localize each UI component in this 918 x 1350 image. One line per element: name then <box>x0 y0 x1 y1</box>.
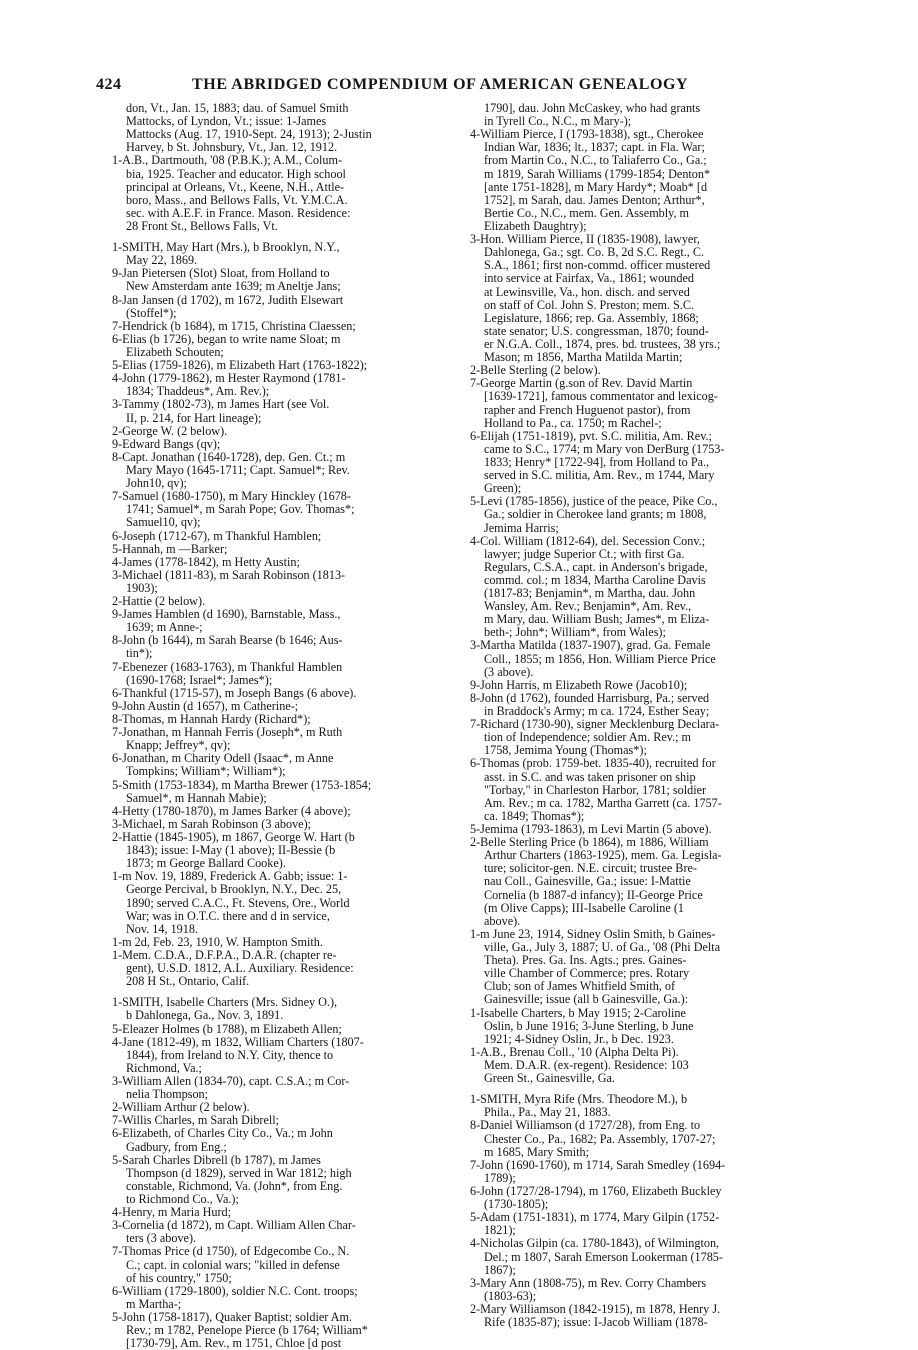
text-line: 1844), from Ireland to N.Y. City, thence to <box>126 1048 334 1062</box>
text-line: Green); <box>484 482 522 496</box>
text-line: 1867); <box>484 1263 516 1277</box>
text-line: 1-SMITH, May Hart (Mrs.), b Brooklyn, N.Y., <box>112 241 340 255</box>
text-line: S.A., 1861; first non-commd. officer mustered <box>484 259 711 273</box>
text-line: Dahlonega, Ga.; sgt. Co. B, 2d S.C. Regt., C. <box>484 246 705 260</box>
text-line: (3 above). <box>484 665 534 679</box>
text-line: 1-SMITH, Isabelle Charters (Mrs. Sidney O.), <box>112 996 338 1010</box>
text-line: 5-Smith (1753-1834), m Martha Brewer (1753-1854; <box>112 778 372 792</box>
text-line: Wansley, Am. Rev.; Benjamin*, Am. Rev., <box>484 600 692 614</box>
text-line: 8-Jan Jansen (d 1702), m 1672, Judith Elsewart <box>112 293 344 307</box>
text-line: boro, Mass., and Bellows Falls, Vt. Y.M.C.A. <box>126 193 348 207</box>
text-line: ture; solicitor-gen. N.E. circuit; trustee Bre- <box>484 862 697 876</box>
text-line: 8-John (b 1644), m Sarah Bearse (b 1646; Aus- <box>112 634 343 648</box>
text-line: 1834; Thaddeus*, Am. Rev.); <box>126 385 270 399</box>
text-line: 6-Joseph (1712-67), m Thankful Hamblen; <box>112 529 322 543</box>
text-line: (1730-1805); <box>484 1198 549 1212</box>
text-line: from Martin Co., N.C., to Taliaferro Co., Ga.; <box>484 154 707 168</box>
text-line: ters (3 above). <box>126 1232 197 1246</box>
text-line: Thompson (d 1829), served in War 1812; high <box>126 1166 352 1180</box>
text-line: 1752], m Sarah, dau. James Denton; Arthur*, <box>484 193 705 207</box>
text-line: Regulars, C.S.A., capt. in Anderson's brigade, <box>484 560 708 574</box>
text-line: War; was in O.T.C. there and d in service, <box>126 909 330 923</box>
text-line: 1741; Samuel*, m Sarah Pope; Gov. Thomas*; <box>126 503 355 517</box>
text-line: Tompkins; William*; William*); <box>126 765 286 779</box>
text-line: II, p. 214, for Hart lineage); <box>126 411 262 425</box>
text-line: Mary Mayo (1645-1711; Capt. Samuel*; Rev. <box>126 463 350 477</box>
text-line: 5-Elias (1759-1826), m Elizabeth Hart (1763-1822); <box>112 359 368 373</box>
text-line: 1790], dau. John McCaskey, who had grants <box>484 102 701 115</box>
text-line: 1890; served C.A.C., Ft. Stevens, Ore., World <box>126 896 350 910</box>
text-line: 1-Isabelle Charters, b May 1915; 2-Caroline <box>470 1006 686 1020</box>
text-line: 1833; Henry* [1722-94], from Holland to Pa., <box>484 455 710 469</box>
text-line: in Tyrell Co., N.C., m Mary-); <box>484 115 632 129</box>
text-line: 7-John (1690-1760), m 1714, Sarah Smedley (1694- <box>470 1158 726 1172</box>
text-line: 7-Willis Charles, m Sarah Dibrell; <box>112 1114 280 1128</box>
text-line: 6-Thankful (1715-57), m Joseph Bangs (6 above). <box>112 686 357 700</box>
text-line: on staff of Col. John S. Preston; mem. S.C. <box>484 298 695 312</box>
text-line: Legislature, 1866; rep. Ga. Assembly, 1868; <box>484 311 699 325</box>
text-line: rapher and French Huguenot pastor), from <box>484 403 691 417</box>
text-line: 2-George W. (2 below). <box>112 424 228 438</box>
text-line: Samuel*, m Hannah Mabie); <box>126 791 267 805</box>
text-line: 6-Elias (b 1726), began to write name Sloat; m <box>112 332 341 346</box>
text-line: 1821); <box>484 1224 516 1238</box>
text-line: 1-m June 23, 1914, Sidney Oslin Smith, b Gaines- <box>470 927 716 941</box>
text-line: 9-Jan Pietersen (Slot) Sloat, from Holland to <box>112 267 330 281</box>
text-line: Club; son of James Whitfield Smith, of <box>484 980 676 994</box>
text-line: bia, 1925. Teacher and educator. High school <box>126 167 346 181</box>
text-line: Indian War, 1836; lt., 1837; capt. in Fla. War; <box>484 141 705 155</box>
text-line: (1817-83; Benjamin*, m Martha, dau. John <box>484 587 696 601</box>
text-line: Del.; m 1807, Sarah Emerson Lookerman (1785- <box>484 1250 723 1264</box>
text-line: 7-Samuel (1680-1750), m Mary Hinckley (1678- <box>112 490 351 504</box>
text-line: May 22, 1869. <box>126 254 198 268</box>
text-line: 5-Hannah, m —Barker; <box>112 542 228 556</box>
text-line: 7-Ebenezer (1683-1763), m Thankful Hamblen <box>112 660 343 674</box>
text-line: came to S.C., 1774; m Mary von DerBurg (1753- <box>484 442 725 456</box>
text-line: Arthur Charters (1863-1925), mem. Ga. Legisla- <box>484 849 722 863</box>
text-line: Samuel10, qv); <box>126 516 201 530</box>
text-line: 1-m Nov. 19, 1889, Frederick A. Gabb; issue: 1- <box>112 870 348 884</box>
text-line: m Martha-; <box>126 1297 182 1311</box>
text-line: 1-A.B., Dartmouth, '08 (P.B.K.); A.M., Colum- <box>112 154 343 168</box>
text-line: nau Coll., Gainesville, Ga.; issue: I-Mattie <box>484 875 691 889</box>
text-line: 4-Col. William (1812-64), del. Secession Conv.; <box>470 534 706 548</box>
text-line: 9-James Hamblen (d 1690), Barnstable, Mass., <box>112 608 341 622</box>
text-line: 7-Thomas Price (d 1750), of Edgecombe Co., N. <box>112 1245 350 1259</box>
text-line: 4-Jane (1812-49), m 1832, William Charters (1807- <box>112 1035 364 1049</box>
text-line: Jemima Harris; <box>484 521 559 535</box>
text-line: ca. 1849; Thomas*); <box>484 809 585 823</box>
text-line: Mattocks (Aug. 17, 1910-Sept. 24, 1913); 2-Justin <box>126 128 372 142</box>
text-line: 1921; 4-Sidney Oslin, Jr., b Dec. 1923. <box>484 1032 674 1046</box>
text-line: 5-Jemima (1793-1863), m Levi Martin (5 above). <box>470 823 712 837</box>
text-line: Holland to Pa., ca. 1750; m Rachel-; <box>484 416 662 430</box>
text-line: Mattocks, of Lyndon, Vt.; issue: 1-James <box>126 115 327 129</box>
text-line: 2-Hattie (2 below). <box>112 595 206 609</box>
text-line: 1873; m George Ballard Cooke). <box>126 857 286 871</box>
text-line: 3-Hon. William Pierce, II (1835-1908), lawyer, <box>470 233 700 247</box>
text-line: 6-Elijah (1751-1819), pvt. S.C. militia, Am. Rev.; <box>470 429 712 443</box>
text-line: 7-George Martin (g.son of Rev. David Martin <box>470 377 693 391</box>
entry-separator <box>112 988 452 996</box>
text-line: Oslin, b June 1916; 3-June Sterling, b June <box>484 1019 694 1033</box>
text-line: in Braddock's Army; m ca. 1724, Esther Seay; <box>484 705 710 719</box>
text-line: tion of Independence; soldier Am. Rev.; m <box>484 731 692 745</box>
text-line: 8-Thomas, m Hannah Hardy (Richard*); <box>112 713 311 727</box>
text-line: Knapp; Jeffrey*, qv); <box>126 739 231 753</box>
text-line: 6-William (1729-1800), soldier N.C. Cont. troops; <box>112 1284 358 1298</box>
text-line: ville, Ga., July 3, 1887; U. of Ga., '08 (Phi Delta <box>484 941 721 954</box>
right-column <box>470 102 826 1329</box>
text-line: Elizabeth Daughtry); <box>484 219 587 233</box>
text-line: 2-William Arthur (2 below). <box>112 1101 250 1115</box>
text-line: Gadbury, from Eng.; <box>126 1140 227 1154</box>
text-line: 9-Edward Bangs (qv); <box>112 437 221 451</box>
text-line: Coll., 1855; m 1856, Hon. William Pierce Price <box>484 652 716 666</box>
text-line: 1-A.B., Brenau Coll., '10 (Alpha Delta Pi). <box>470 1045 679 1059</box>
text-line: 2-Mary Williamson (1842-1915), m 1878, Henry J. <box>470 1302 721 1316</box>
text-line: 1758, Jemima Young (Thomas*); <box>484 744 647 758</box>
text-line: 5-John (1758-1817), Quaker Baptist; soldier Am. <box>112 1310 352 1324</box>
text-line: Chester Co., Pa., 1682; Pa. Assembly, 1707-27; <box>484 1132 716 1146</box>
text-line: Harvey, b St. Johnsbury, Vt., Jan. 12, 1912. <box>126 141 338 155</box>
text-line: Bertie Co., N.C., mem. Gen. Assembly, m <box>484 206 690 220</box>
text-line: beth-; John*; William*, from Wales); <box>484 626 666 640</box>
text-line: 6-Elizabeth, of Charles City Co., Va.; m John <box>112 1127 333 1141</box>
text-line: Rife (1835-87); issue: I-Jacob William (1878- <box>484 1316 708 1330</box>
text-line: 28 Front St., Bellows Falls, Vt. <box>126 219 278 233</box>
text-line: 5-Sarah Charles Dibrell (b 1787), m James <box>112 1153 321 1167</box>
text-line: 3-Michael, m Sarah Robinson (3 above); <box>112 817 312 831</box>
text-line: sec. with A.E.F. in France. Mason. Residence: <box>126 206 351 220</box>
running-head: THE ABRIDGED COMPENDIUM OF AMERICAN GENEALOGY <box>192 76 689 93</box>
text-line: 1639; m Anne-; <box>126 621 203 635</box>
text-line: New Amsterdam ante 1639; m Aneltje Jans; <box>126 280 341 294</box>
text-line: 1-m 2d, Feb. 23, 1910, W. Hampton Smith. <box>112 935 323 949</box>
text-line: Ga.; soldier in Cherokee land grants; m 1808, <box>484 508 707 522</box>
text-line: 1-Mem. C.D.A., D.F.P.A., D.A.R. (chapter re- <box>112 949 337 962</box>
text-line: er N.G.A. Coll., 1874, pres. bd. trustees, 38 yrs.; <box>484 337 721 351</box>
text-line: at Lewinsville, Va., hon. disch. and served <box>484 285 690 299</box>
text-line: (1690-1768; Israel*; James*); <box>126 673 273 687</box>
text-line: Gainesville; issue (all b Gainesville, Ga.): <box>484 993 689 1007</box>
text-line: Mem. D.A.R. (ex-regent). Residence: 103 <box>484 1058 689 1072</box>
text-line: Rev.; m 1782, Penelope Pierce (b 1764; William* <box>126 1324 368 1338</box>
text-line: 3-Cornelia (d 1872), m Capt. William Allen Char- <box>112 1219 356 1233</box>
text-line: 3-Martha Matilda (1837-1907), grad. Ga. Female <box>470 639 711 653</box>
text-line: 4-Nicholas Gilpin (ca. 1780-1843), of Wilmington, <box>470 1237 720 1251</box>
text-line: C.; capt. in colonial wars; "killed in defense <box>126 1258 340 1272</box>
text-line: 4-James (1778-1842), m Hetty Austin; <box>112 555 300 569</box>
text-line: 7-Jonathan, m Hannah Ferris (Joseph*, m Ruth <box>112 726 343 740</box>
text-line: 5-Adam (1751-1831), m 1774, Mary Gilpin (1752- <box>470 1211 720 1225</box>
text-line: Cornelia (b 1887-d infancy); II-George Price <box>484 888 703 902</box>
text-line: (Stoffel*); <box>126 306 177 320</box>
text-line: 3-Mary Ann (1808-75), m Rev. Corry Chambers <box>470 1276 707 1290</box>
text-line: Richmond, Va.; <box>126 1061 202 1075</box>
text-line: 8-Daniel Williamson (d 1727/28), from Eng. to <box>470 1119 701 1133</box>
text-line: m Mary, dau. William Bush; James*, m Eliza- <box>484 613 710 627</box>
text-line: Phila., Pa., May 21, 1883. <box>484 1106 611 1120</box>
text-line: 2-Hattie (1845-1905), m 1867, George W. Hart (b <box>112 831 355 845</box>
text-line: m 1819, Sarah Williams (1799-1854; Denton* <box>484 167 711 181</box>
text-line: served in S.C. militia, Am. Rev., m 1744, Mary <box>484 469 715 483</box>
text-line: Mason; m 1856, Martha Matilda Martin; <box>484 351 683 365</box>
text-line: 8-Capt. Jonathan (1640-1728), dep. Gen. Ct.; m <box>112 450 346 464</box>
text-line: John10, qv); <box>126 477 187 491</box>
text-line: 4-John (1779-1862), m Hester Raymond (1781- <box>112 372 346 386</box>
text-line: Elizabeth Schouten; <box>126 345 224 359</box>
text-line: "Torbay," in Charleston Harbor, 1781; soldier <box>484 783 707 797</box>
text-line: Green St., Gainesville, Ga. <box>484 1072 615 1086</box>
text-line: 1903); <box>126 581 158 595</box>
text-line: 4-Henry, m Maria Hurd; <box>112 1206 232 1220</box>
text-line: 9-John Harris, m Elizabeth Rowe (Jacob10); <box>470 678 688 692</box>
text-line: 3-William Allen (1834-70), capt. C.S.A.; m Cor- <box>112 1074 350 1088</box>
text-line: 1789); <box>484 1171 516 1185</box>
text-line: 6-Thomas (prob. 1759-bet. 1835-40), recruited for <box>470 757 716 771</box>
text-line: Nov. 14, 1918. <box>126 922 198 936</box>
text-line: state senator; U.S. congressman, 1870; found- <box>484 324 709 338</box>
text-line: [1639-1721], famous commentator and lexicog- <box>484 390 718 404</box>
text-line: asst. in S.C. and was taken prisoner on ship <box>484 770 696 784</box>
text-line: nelia Thompson; <box>126 1088 209 1102</box>
text-line: don, Vt., Jan. 15, 1883; dau. of Samuel Smith <box>126 102 349 115</box>
text-line: 4-William Pierce, I (1793-1838), sgt., Cherokee <box>470 128 704 142</box>
text-line: (1803-63); <box>484 1289 537 1303</box>
text-line: b Dahlonega, Ga., Nov. 3, 1891. <box>126 1009 284 1023</box>
text-line: 6-John (1727/28-1794), m 1760, Elizabeth Buckley <box>470 1184 722 1198</box>
text-line: gent), U.S.D. 1812, A.L. Auxiliary. Residence: <box>126 962 354 976</box>
text-line: 1-SMITH, Myra Rife (Mrs. Theodore M.), b <box>470 1093 688 1107</box>
page-header <box>96 76 826 98</box>
left-column <box>112 102 452 1350</box>
text-line: 4-Hetty (1780-1870), m James Barker (4 above); <box>112 804 351 818</box>
text-line: 7-Hendrick (b 1684), m 1715, Christina Claessen; <box>112 319 356 333</box>
text-line: [1730-79], Am. Rev., m 1751, Chloe [d post <box>126 1337 342 1350</box>
text-line: 8-John (d 1762), founded Harrisburg, Pa.; served <box>470 691 710 705</box>
text-line: Am. Rev.; m ca. 1782, Martha Garrett (ca. 1757- <box>484 796 722 810</box>
text-line: m 1685, Mary Smith; <box>484 1145 589 1159</box>
text-line: into service at Fairfax, Va., 1861; wounded <box>484 272 694 286</box>
text-line: 5-Eleazer Holmes (b 1788), m Elizabeth Allen; <box>112 1022 342 1036</box>
text-line: principal at Orleans, Vt., Keene, N.H., Attle- <box>126 180 345 194</box>
text-line: tin*); <box>126 647 153 661</box>
text-line: [ante 1751-1828], m Mary Hardy*; Moab* [d <box>484 180 708 194</box>
text-line: of his country," 1750; <box>126 1271 232 1285</box>
text-line: lawyer; judge Superior Ct.; with first Ga. <box>484 547 685 561</box>
text-line: 3-Michael (1811-83), m Sarah Robinson (1813- <box>112 568 346 582</box>
entry-separator <box>470 1085 826 1093</box>
text-line: 9-John Austin (d 1657), m Catherine-; <box>112 699 299 713</box>
text-line: 5-Levi (1785-1856), justice of the peace, Pike Co., <box>470 495 718 509</box>
text-line: constable, Richmond, Va. (John*, from Eng. <box>126 1179 343 1193</box>
text-line: 3-Tammy (1802-73), m James Hart (see Vol. <box>112 398 330 412</box>
page-number: 424 <box>96 76 122 93</box>
text-line: (m Olive Capps); III-Isabelle Caroline (1 <box>484 901 685 915</box>
text-line: commd. col.; m 1834, Martha Caroline Davis <box>484 573 706 587</box>
text-line: 2-Belle Sterling (2 below). <box>470 364 601 378</box>
text-line: 6-Jonathan, m Charity Odell (Isaac*, m Anne <box>112 752 334 766</box>
text-line: George Percival, b Brooklyn, N.Y., Dec. 25, <box>126 883 342 897</box>
text-line: Theta). Pres. Ga. Ins. Agts.; pres. Gaines- <box>484 954 687 968</box>
text-line: above). <box>484 914 521 928</box>
text-line: 2-Belle Sterling Price (b 1864), m 1886, William <box>470 836 709 850</box>
text-line: to Richmond Co., Va.); <box>126 1192 239 1206</box>
text-line: 1843); issue: I-May (1 above); II-Bessie (b <box>126 844 336 858</box>
text-line: 208 H St., Ontario, Calif. <box>126 975 250 989</box>
entry-separator <box>112 233 452 241</box>
text-line: 7-Richard (1730-90), signer Mecklenburg Declara- <box>470 718 720 732</box>
text-line: ville Chamber of Commerce; pres. Rotary <box>484 967 690 981</box>
